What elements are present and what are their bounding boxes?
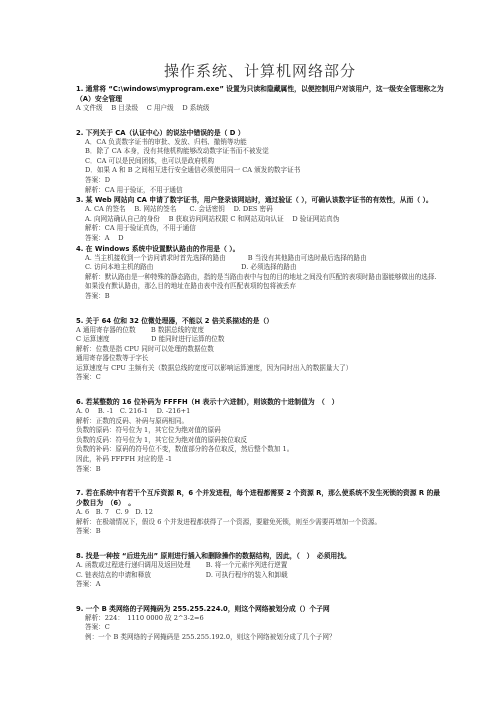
question-text: 8. 找是一种按 “后进先出” 原则进行插入和删除操作的数据结构，因此，（ ） 必须用找。 xyxy=(76,552,351,560)
options-line: A 通用寄存器的位数 B 数据总线的宽度 xyxy=(76,325,204,334)
question-1 xyxy=(76,84,444,114)
question-8 xyxy=(76,551,444,590)
page-title: 操作系统、计算机网络部分 xyxy=(163,62,356,80)
analysis-line: 通用寄存器位数等于字长 xyxy=(76,354,149,363)
options-line: C. 访问本地主机的路由 D. 必须选择的路由 xyxy=(85,263,297,272)
options-line: C 运算速度 D 能同时进行运算的位数 xyxy=(76,335,225,344)
options-line: A. 当主机接收到一个访问请求时首先选择的路由 B 当没有其他路由可选时最后选择的路由 xyxy=(85,253,367,262)
option-c: C．CA 可以是民间团体，也可以是政府机构 xyxy=(85,156,215,165)
option-d: D．如果 A 和 B 之间相互进行安全通信必须使用同一 CA 颁发的数字证书 xyxy=(85,166,301,175)
question-text: 4. 在 Windows 系统中设置默认路由的作用是（ ）。 xyxy=(76,244,240,253)
answer-line: 答案：B xyxy=(85,291,110,300)
answer-line: 答案：C xyxy=(76,373,101,382)
options-line: A 文件级 B 目录级 C 用户级 D 系统级 xyxy=(76,104,210,112)
analysis-line: 负数的补码：原码的符号位不变，数值部分的各位取反，然后整个数加 1。 xyxy=(76,445,294,454)
question-9 xyxy=(76,604,444,643)
answer-line: 答案：C xyxy=(85,623,110,632)
options-line: A. 向网站确认自己的身份 B 获取访问网站权限 C 和网站双向认证 D 验证网站真伪 xyxy=(85,214,340,223)
question-4 xyxy=(76,244,444,302)
question-text: 2. 下列关于 CA（认证中心）的说法中错误的是（ D ） xyxy=(76,128,245,137)
answer-line: 答案：A xyxy=(76,580,101,589)
question-text: 1. 通常将 “C:\windows\myprogram.exe” 设置为只读和隐藏属性，以便控制用户对该用户，这一级安全管理称之为（A）安全管理 xyxy=(76,85,444,103)
option-a: A．CA 负责数字证书的审批、发放、归档、撤销等功能 xyxy=(85,137,247,146)
question-5 xyxy=(76,316,444,384)
option-b: B．除了 CA 本身，没有其他机构能够改动数字证书而不被发觉 xyxy=(85,147,269,156)
analysis-line: 解析：正数的反码、补码与原码相同。 xyxy=(76,416,189,425)
question-3 xyxy=(76,195,444,243)
options-line: A. 函数或过程进行递归调用及返回处理 B. 将一个元素序列进行逆置 xyxy=(76,561,288,569)
example-line: 例：一个 B 类网络的子网掩码是 255.255.192.0，则这个网络被划分成了几个子网？ xyxy=(85,632,336,641)
question-text: 9. 一个 B 类网络的子网掩码为 255.255.224.0，则这个网络被划分成（）个子网 xyxy=(76,604,330,613)
analysis-line: 解析：默认路由是一种特殊的静态路由，指的是当路由表中与包的目的地址之间没有匹配的表项时路由器能够做出的选择. 如果没有默认路由，那么目的地址在路由表中没有匹配表项的包将被丢弃 xyxy=(85,272,437,291)
answer-line: 答案：B xyxy=(76,464,101,473)
options-line: A. 0 B. -1 C. 216-1 D. -216+1 xyxy=(76,407,191,416)
question-2 xyxy=(76,128,444,196)
analysis-line: 解析：在极端情况下，假设 6 个并发进程都获得了一个资源，要避免死锁，则至少需要再增加一个资源。 xyxy=(76,517,382,526)
analysis-line: 解析：位数是指 CPU 同时可以处理的数据位数 xyxy=(76,344,214,353)
analysis-line: 负数的原码：符号位为 1，其它位为绝对值的原码 xyxy=(76,426,221,435)
analysis-line: 运算速度与 CPU 主频有关（数据总线的宽度可以影响运算速度，因为同时出入的数据量大了） xyxy=(76,363,353,372)
answer-line: 答案：B xyxy=(76,527,101,536)
question-6 xyxy=(76,397,444,474)
analysis-line: 因此，补码 FFFFH 对应的是 -1 xyxy=(76,455,173,464)
answer-line: 答案：A D xyxy=(85,233,124,242)
question-7 xyxy=(76,488,444,537)
analysis-line: 解析：224： 1110 0000 故 2^3-2=6 xyxy=(85,613,204,622)
question-text: 7. 若在系统中有若干个互斥资源 R，6 个并发进程，每个进程都需要 2 个资源 R，那么使系统不发生死锁的资源 R 的最少数目为 （6） 。 xyxy=(76,489,441,508)
options-line: A. 6 B. 7 C. 9 D. 12 xyxy=(76,508,153,517)
analysis-line: 解析：CA 用于验证，不用于通信 xyxy=(85,185,183,194)
analysis-line: 负数的反码：符号位为 1，其它位为绝对值的原码按位取反 xyxy=(76,435,248,444)
question-text: 3. 某 Web 网站向 CA 申请了数字证书，用户登录该网站时，通过验证（ ），可确认该数字证书的有效性，从而（ ）。 xyxy=(76,196,433,205)
analysis-line: 解析：CA 用于验证真伪，不用于通信 xyxy=(85,224,196,233)
question-text: 6. 若某整数的 16 位补码为 FFFFH（H 表示十六进制），则该数的十进制值为 （ ） xyxy=(76,398,339,407)
question-text: 5. 关于 64 位和 32 位微处理器，不能以 2 倍关系描述的是（） xyxy=(76,316,274,325)
options-line: C. 链表结点的申请和释放 D. 可执行程序的装入和卸载 xyxy=(76,570,288,579)
options-line: A. CA 的签名 B. 网站的签名 C. 会话密钥 D. DES 密码 xyxy=(85,205,273,214)
answer-line: 答案：D xyxy=(85,175,111,184)
